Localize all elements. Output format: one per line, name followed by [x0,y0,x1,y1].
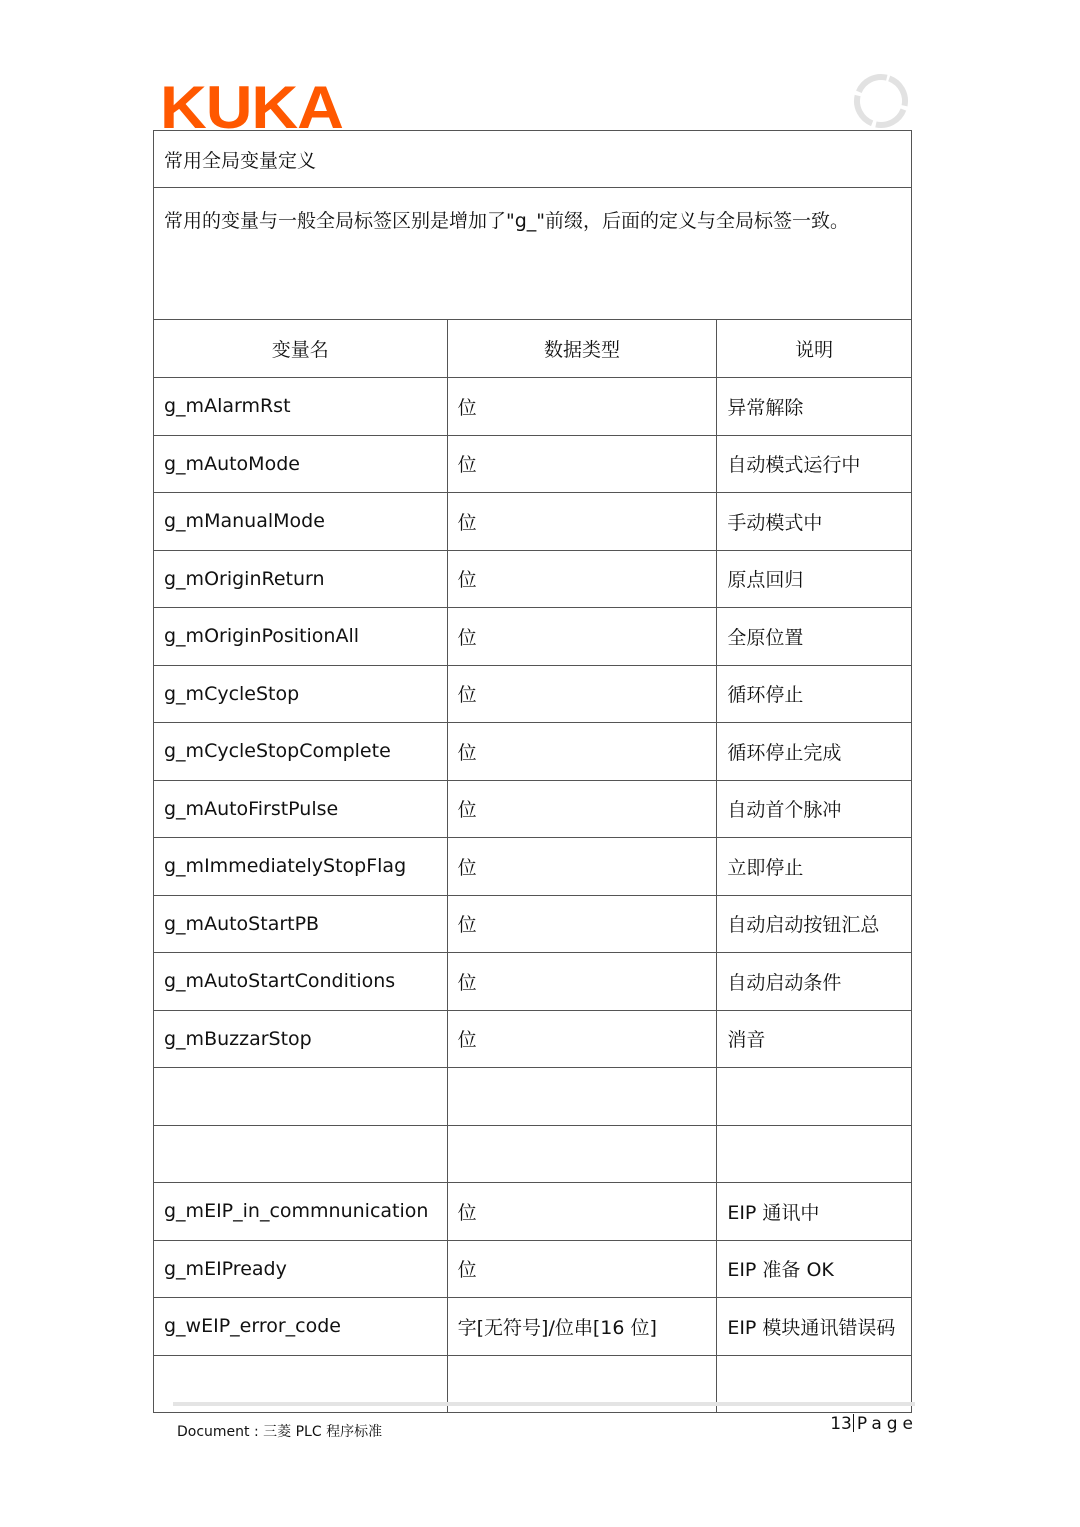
table-row [154,1298,912,1356]
table-row [154,723,912,781]
page-separator [853,1414,854,1432]
data-type-cell: 位 [447,435,717,493]
description-cell: 自动首个脉冲 [717,780,912,838]
table-row [154,665,912,723]
global-variables-table [153,130,912,1413]
table-row [154,953,912,1011]
description-cell: 全原位置 [717,608,912,666]
variable-name-cell: g_mCycleStop [154,665,448,723]
column-header-data-type: 数据类型 [447,320,717,378]
data-type-cell: 位 [447,550,717,608]
loading-ring-icon [852,72,910,130]
variable-name-cell [154,1125,448,1183]
description-cell: 手动模式中 [717,493,912,551]
variable-name-cell: g_mOriginReturn [154,550,448,608]
table-row [154,435,912,493]
data-type-cell [447,1125,717,1183]
data-type-cell: 字[无符号]/位串[16 位] [447,1298,717,1356]
column-header-description: 说明 [717,320,912,378]
data-type-cell: 位 [447,953,717,1011]
table-row [154,838,912,896]
description-cell: 循环停止 [717,665,912,723]
section-description: 常用的变量与一般全局标签区别是增加了"g_"前缀，后面的定义与全局标签一致。 [154,188,912,320]
data-type-cell: 位 [447,780,717,838]
table-row [154,1125,912,1183]
variable-name-cell: g_mAutoStartPB [154,895,448,953]
data-type-cell: 位 [447,895,717,953]
table-row [154,1183,912,1241]
variable-name-cell: g_mAutoMode [154,435,448,493]
data-type-cell: 位 [447,1183,717,1241]
variable-name-cell: g_mAutoFirstPulse [154,780,448,838]
table-row [154,1068,912,1126]
description-cell: EIP 通讯中 [717,1183,912,1241]
table-row [154,780,912,838]
data-type-cell: 位 [447,378,717,436]
description-cell: 立即停止 [717,838,912,896]
data-type-cell: 位 [447,723,717,781]
table-header-row [154,320,912,378]
variable-name-cell: g_mEIP_in_commnunication [154,1183,448,1241]
variable-name-cell: g_wEIP_error_code [154,1298,448,1356]
page-number: 13 [830,1414,852,1434]
description-cell: 自动模式运行中 [717,435,912,493]
variable-name-cell: g_mBuzzarStop [154,1010,448,1068]
section-title: 常用全局变量定义 [154,131,912,188]
page-label: Page [856,1414,918,1434]
table-row [154,1240,912,1298]
table-row [154,895,912,953]
footer-document-label: Document : 三菱 PLC 程序标准 [177,1424,383,1440]
table-row [154,608,912,666]
description-cell: EIP 准备 OK [717,1240,912,1298]
data-type-cell: 位 [447,665,717,723]
footer-divider [173,1402,915,1406]
table-row [154,378,912,436]
description-cell: 自动启动按钮汇总 [717,895,912,953]
description-cell: 原点回归 [717,550,912,608]
data-type-cell [447,1068,717,1126]
description-cell: EIP 模块通讯错误码 [717,1298,912,1356]
table-row [154,1010,912,1068]
table-row [154,493,912,551]
column-header-variable-name: 变量名 [154,320,448,378]
variable-name-cell: g_mAlarmRst [154,378,448,436]
data-type-cell: 位 [447,1010,717,1068]
data-type-cell: 位 [447,493,717,551]
data-type-cell: 位 [447,838,717,896]
description-cell [717,1125,912,1183]
data-type-cell: 位 [447,608,717,666]
footer-page-number [830,1414,918,1434]
variable-name-cell: g_mOriginPositionAll [154,608,448,666]
variable-name-cell: g_mAutoStartConditions [154,953,448,1011]
kuka-logo: KUKA [160,74,343,141]
variable-name-cell: g_mImmediatelyStopFlag [154,838,448,896]
variable-name-cell: g_mManualMode [154,493,448,551]
description-cell: 异常解除 [717,378,912,436]
data-type-cell: 位 [447,1240,717,1298]
description-cell: 消音 [717,1010,912,1068]
variable-name-cell: g_mCycleStopComplete [154,723,448,781]
description-cell: 自动启动条件 [717,953,912,1011]
description-cell [717,1068,912,1126]
description-cell: 循环停止完成 [717,723,912,781]
variable-name-cell [154,1068,448,1126]
variable-name-cell: g_mEIPready [154,1240,448,1298]
table-row [154,550,912,608]
